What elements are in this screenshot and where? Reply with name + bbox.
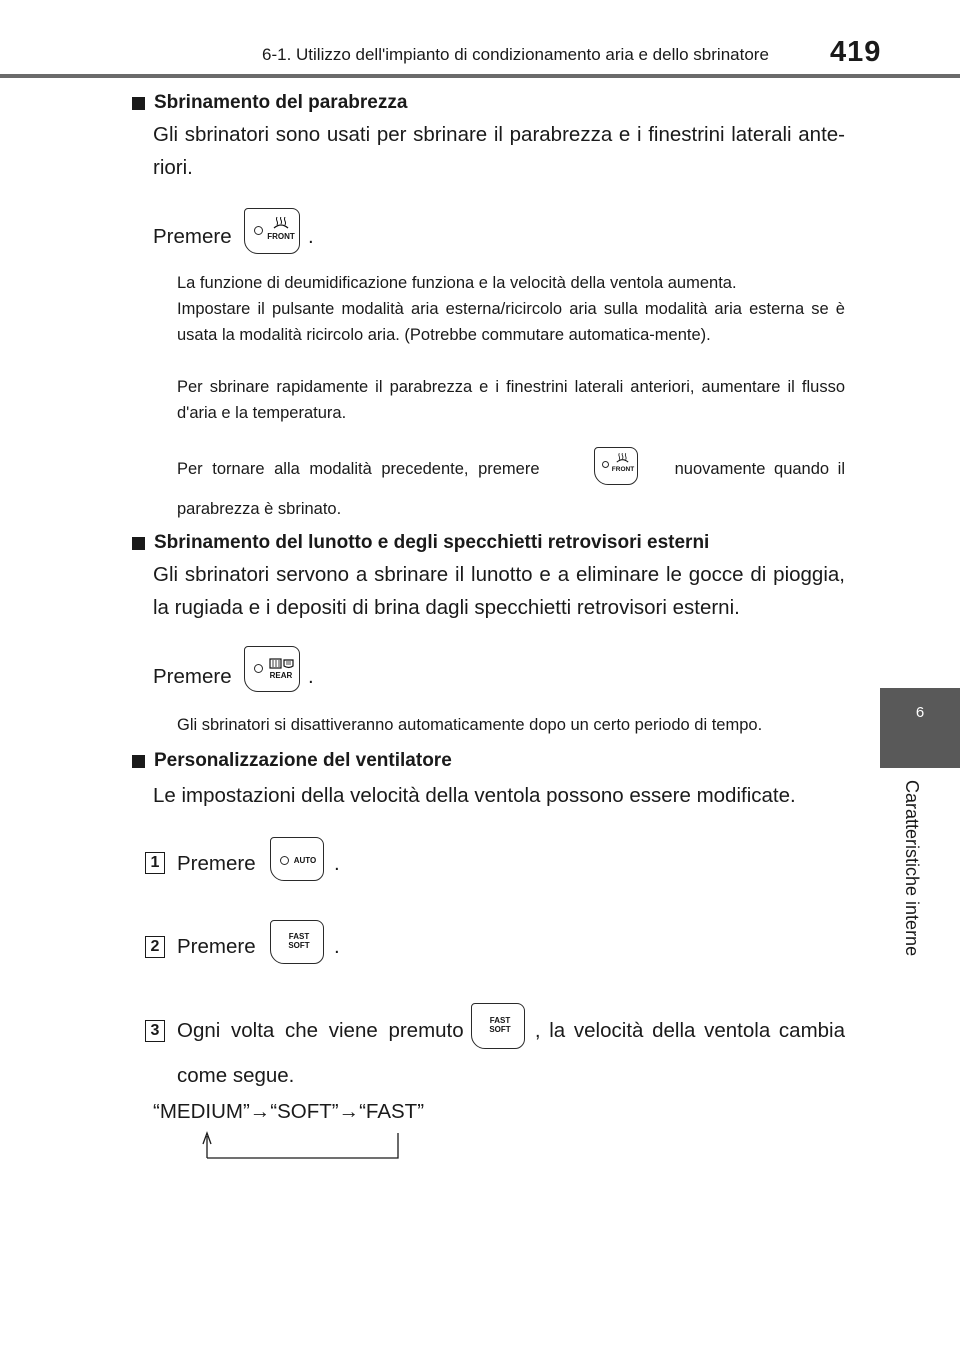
step-number-1: 1 bbox=[145, 852, 165, 874]
windshield-note-1: La funzione di deumidificazione funziona e la velocità della ventola aumenta. bbox=[177, 274, 737, 292]
header-title: 6-1. Utilizzo dell'impianto di condizionamento aria e dello sbrinatore bbox=[262, 45, 769, 64]
auto-button bbox=[270, 837, 324, 881]
windshield-note-2: Impostare il pulsante modalità aria esterna/ricircolo aria sulla modalità aria esterna se è usata la modalità ricircolo aria. (Potrebbe commutare automatica-mente). bbox=[177, 300, 845, 344]
step-3-end: come segue. bbox=[177, 1064, 295, 1087]
fast-label: FAST bbox=[288, 932, 310, 941]
front-button-label: FRONT bbox=[267, 232, 295, 241]
rear-text: Gli sbrinatori servono a sbrinare il lunotto e a eliminare le gocce di pioggia, la rugiada e i depositi di brina dagli specchietti retrovisori esterni. bbox=[153, 563, 845, 619]
step-1-label: Premere bbox=[177, 852, 256, 875]
auto-button-label: AUTO bbox=[293, 856, 317, 865]
chapter-tab bbox=[880, 688, 960, 768]
windshield-text: Gli sbrinatori sono usati per sbrinare il parabrezza e i finestrini laterali ante-riori. bbox=[153, 123, 845, 179]
rear-button-label: REAR bbox=[269, 671, 293, 680]
header-rule bbox=[0, 74, 960, 78]
windshield-press-end: . bbox=[308, 225, 314, 248]
chapter-label: Caratteristiche interne bbox=[902, 780, 922, 957]
windshield-defrost-icon bbox=[273, 217, 289, 230]
windshield-note-3: Per sbrinare rapidamente il parabrezza e i finestrini laterali anteriori, aumentare il flusso d'aria e la temperatura. bbox=[177, 378, 845, 422]
step-number-2: 2 bbox=[145, 936, 165, 958]
front-defroster-button-small bbox=[594, 447, 638, 485]
windshield-note-4-end: parabrezza è sbrinato. bbox=[177, 500, 342, 518]
chapter-number: 6 bbox=[915, 704, 925, 721]
rear-press-end: . bbox=[308, 665, 314, 688]
rear-note: Gli sbrinatori si disattiveranno automaticamente dopo un certo periodo di tempo. bbox=[177, 716, 763, 734]
indicator-icon bbox=[254, 226, 263, 235]
windshield-note-4-before: Per tornare alla modalità precedente, premere bbox=[177, 460, 540, 478]
soft-label: SOFT bbox=[489, 1025, 511, 1034]
fast-label: FAST bbox=[489, 1016, 511, 1025]
step-2-label: Premere bbox=[177, 935, 256, 958]
rear-defrost-icon bbox=[269, 658, 295, 670]
front-defroster-button bbox=[244, 208, 300, 254]
windshield-press-label: Premere bbox=[153, 225, 232, 248]
step-number-3: 3 bbox=[145, 1020, 165, 1042]
rear-press-label: Premere bbox=[153, 665, 232, 688]
fast-soft-button-step-3 bbox=[471, 1003, 525, 1049]
indicator-icon bbox=[280, 856, 289, 865]
step-3-after: , la velocità della ventola cambia bbox=[534, 1019, 845, 1042]
windshield-defrost-icon bbox=[616, 453, 629, 464]
sequence-loop-arrow bbox=[195, 1130, 405, 1162]
windshield-note-4-after: nuovamente quando il bbox=[674, 460, 845, 478]
indicator-icon bbox=[602, 461, 609, 468]
page-number: 419 bbox=[830, 36, 882, 68]
soft-label: SOFT bbox=[288, 941, 310, 950]
step-2-end: . bbox=[334, 935, 340, 958]
indicator-icon bbox=[254, 664, 263, 673]
step-1-end: . bbox=[334, 852, 340, 875]
fan-speed-sequence: “MEDIUM”→“SOFT”→“FAST” bbox=[153, 1100, 425, 1123]
fast-soft-button bbox=[270, 920, 324, 964]
fan-text: Le impostazioni della velocità della ventola possono essere modificate. bbox=[153, 784, 796, 807]
rear-defroster-button bbox=[244, 646, 300, 692]
step-3-before: Ogni volta che viene premuto bbox=[177, 1019, 464, 1042]
front-button-label: FRONT bbox=[611, 466, 635, 473]
